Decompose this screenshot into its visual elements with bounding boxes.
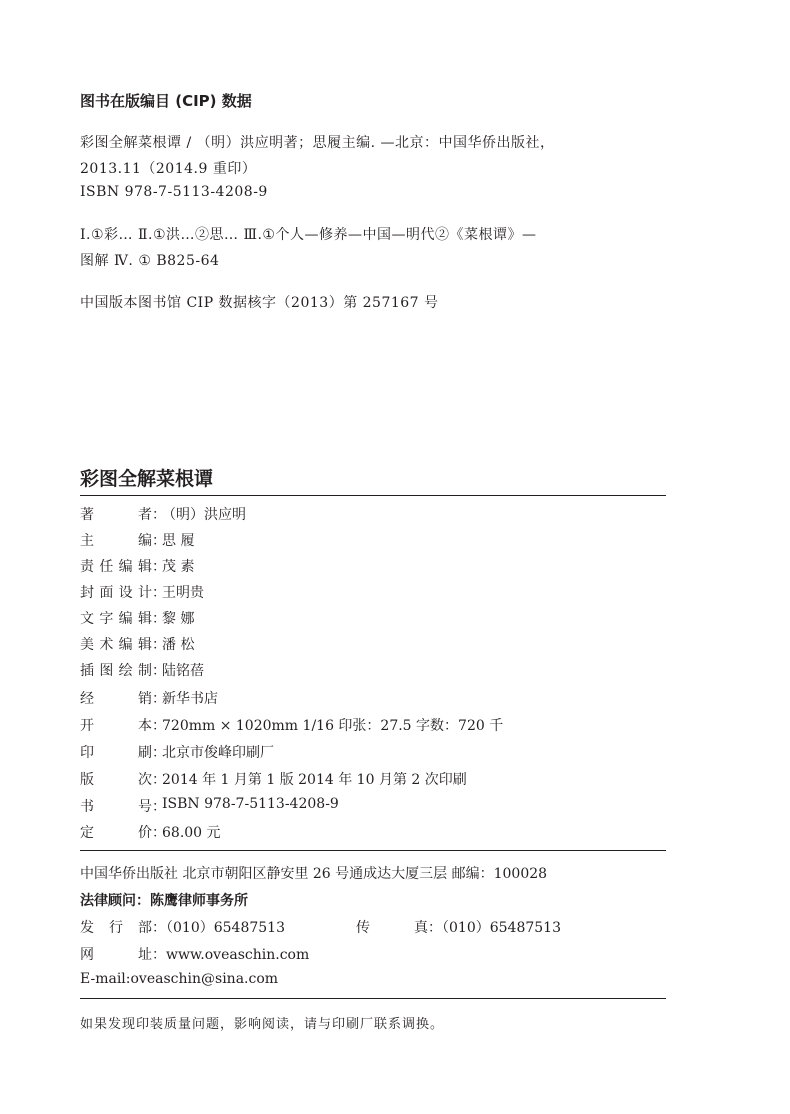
credit-label: 印刷 [80, 745, 152, 761]
publisher-address: 中国华侨出版社 北京市朝阳区静安里 26 号通成达大厦三层 邮编：100028 [80, 866, 548, 882]
credit-row [80, 715, 503, 735]
credit-colon: ： [152, 718, 166, 734]
credit-colon: ： [152, 585, 166, 601]
credit-label: 经销 [80, 691, 152, 707]
cip-subject-line-1: Ⅰ.①彩… Ⅱ.①洪…②思… Ⅲ.①个人—修养—中国—明代②《菜根谭》— [80, 227, 537, 243]
credit-value: 陆铭蓓 [162, 663, 204, 679]
credit-colon: ： [152, 559, 166, 575]
cip-heading: 图书在版编目 (CIP) 数据 [80, 92, 252, 110]
credit-row [80, 608, 194, 628]
credit-value: 新华书店 [162, 691, 218, 707]
credit-colon: ： [152, 745, 166, 761]
credit-label: 定价 [80, 825, 152, 841]
fax-row [356, 917, 561, 937]
credit-label: 著者 [80, 507, 152, 523]
credit-row [80, 688, 218, 708]
credit-value: 潘 松 [162, 637, 195, 653]
credit-label: 文字编辑 [80, 611, 152, 627]
title-rule [80, 495, 666, 496]
credit-value: （明）洪应明 [162, 507, 246, 523]
credit-row [80, 556, 194, 576]
cip-subject-line-2: 图解 Ⅳ. ① B825-64 [80, 253, 220, 269]
credit-value: 黎 娜 [162, 611, 195, 627]
credit-colon: ： [152, 663, 166, 679]
legal-counsel: 法律顾问：陈鹰律师事务所 [80, 893, 248, 909]
dept-label: 发行部 [80, 920, 152, 936]
credit-colon: ： [152, 825, 166, 841]
credit-label: 插图绘制 [80, 663, 152, 679]
credit-label: 美术编辑 [80, 637, 152, 653]
credit-row [80, 769, 467, 789]
cip-record-number: 中国版本图书馆 CIP 数据核字（2013）第 257167 号 [80, 295, 439, 311]
credit-colon: ： [152, 691, 166, 707]
email-address: E-mail:oveaschin@sina.com [80, 971, 279, 987]
credit-label: 版次 [80, 772, 152, 788]
web-label: 网址 [80, 947, 152, 963]
credits-rule [80, 850, 666, 851]
credit-colon: ： [152, 799, 166, 815]
fax-colon: ： [428, 920, 442, 936]
credit-colon: ： [152, 611, 166, 627]
credit-value: ISBN 978-7-5113-4208-9 [162, 796, 339, 812]
credit-value: 2014 年 1 月第 1 版 2014 年 10 月第 2 次印刷 [162, 772, 467, 788]
credit-row [80, 796, 339, 816]
credit-row [80, 822, 221, 842]
credit-value: 王明贵 [162, 585, 204, 601]
fax-number: （010）65487513 [442, 920, 561, 936]
book-title: 彩图全解菜根谭 [80, 468, 214, 490]
website-url: www.oveaschin.com [166, 947, 310, 963]
credit-label: 主编 [80, 533, 152, 549]
credit-colon: ： [152, 637, 166, 653]
credit-colon: ： [152, 772, 166, 788]
web-row [80, 944, 309, 964]
credit-row [80, 530, 194, 550]
credit-label: 封面设计 [80, 585, 152, 601]
credit-value: 720mm × 1020mm 1/16 印张：27.5 字数：720 千 [162, 718, 504, 734]
contact-row [80, 917, 285, 937]
credit-row [80, 742, 274, 762]
publisher-rule [80, 998, 666, 999]
credit-label: 责任编辑 [80, 559, 152, 575]
quality-notice: 如果发现印装质量问题，影响阅读，请与印刷厂联系调换。 [80, 1017, 445, 1032]
credit-value: 北京市俊峰印刷厂 [162, 745, 274, 761]
cip-isbn: ISBN 978-7-5113-4208-9 [80, 184, 268, 200]
fax-label: 传真 [356, 920, 428, 936]
dept-phone: （010）65487513 [166, 920, 285, 936]
credit-label: 开本 [80, 718, 152, 734]
credit-value: 68.00 元 [162, 825, 221, 841]
credit-colon: ： [152, 533, 166, 549]
credit-row [80, 582, 204, 602]
credit-row [80, 660, 204, 680]
credit-colon: ： [152, 507, 166, 523]
credit-label: 书号 [80, 799, 152, 815]
cip-line-1: 彩图全解菜根谭 / （明）洪应明著；思履主编. —北京：中国华侨出版社， [80, 135, 555, 151]
credit-value: 思 履 [162, 533, 195, 549]
credit-row [80, 504, 246, 524]
web-colon: ： [152, 947, 166, 963]
dept-colon: ： [152, 920, 166, 936]
credit-value: 茂 素 [162, 559, 195, 575]
credit-row [80, 634, 194, 654]
cip-line-2: 2013.11（2014.9 重印） [80, 161, 257, 177]
